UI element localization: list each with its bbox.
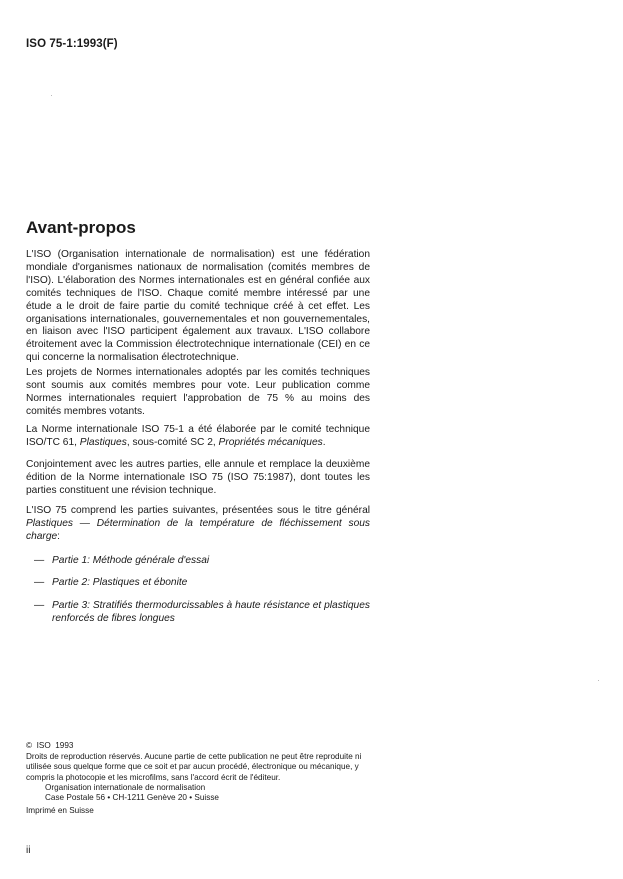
parts-intro-text: L'ISO 75 comprend les parties suivantes, présentées sous le titre général	[26, 505, 370, 516]
organization-name: Organisation internationale de normalisation	[45, 783, 206, 792]
organization-address: Case Postale 56 • CH-1211 Genève 20 • Suisse	[45, 793, 219, 803]
list-dash: —	[34, 577, 45, 588]
general-title: Plastiques — Détermination de la température de fléchissement sous charge	[26, 517, 370, 542]
document-identifier: ISO 75-1:1993(F)	[26, 38, 118, 50]
list-item	[26, 555, 376, 568]
part-1-title: Partie 1: Méthode générale d'essai	[52, 555, 210, 566]
list-item	[26, 600, 376, 626]
scan-speck	[51, 95, 52, 96]
printed-in: Imprimé en Suisse	[26, 806, 94, 815]
committee-name: Plastiques	[79, 436, 127, 448]
list-item	[26, 577, 376, 590]
paragraph-iso-intro: L'ISO (Organisation internationale de normalisation) est une fédération mondiale d'organismes nationaux de normalisation (comités membres de l'ISO). L'élaboration des Normes internationales est en général confiée aux comités techniques de l'ISO. Chaque comité membre intéressé par une étude a le droit de faire partie du comité technique créé à cet effet. Les organisations internationales, gouvernementales et non gouvernementales, en liaison avec l'ISO participent également aux travaux. L'ISO collabore étroitement avec la Commission électrotechnique internationale (CEI) en ce qui concerne la normalisation électrotechnique.	[26, 249, 370, 364]
period: .	[322, 436, 326, 448]
paragraph-committee	[26, 424, 370, 450]
copyright-notice: © ISO 1993	[26, 741, 74, 750]
colon: :	[57, 530, 60, 542]
rights-statement: Droits de reproduction réservés. Aucune partie de cette publication ne peut être reproduite ni utilisée sous quelque forme que ce soit et par aucun procédé, électronique ou mécanique, y compris la photocopie et les microfilms, sans l'accord écrit de l'éditeur.	[26, 752, 362, 782]
list-dash: —	[34, 555, 45, 566]
paragraph-parts-intro	[26, 505, 370, 544]
page-number: ii	[26, 845, 31, 856]
publisher-block	[26, 783, 395, 804]
part-3-title: Partie 3: Stratifiés thermodurcissables à haute résistance et plastiques renforcés de fibres longues	[52, 600, 370, 624]
committee-text: La Norme internationale ISO 75-1 a été élaborée par le comité technique ISO/TC 61,	[26, 424, 370, 448]
subcommittee-text: , sous-comité SC 2,	[126, 436, 219, 448]
section-title: Avant-propos	[26, 218, 136, 237]
part-2-title: Partie 2: Plastiques et ébonite	[52, 577, 188, 588]
paragraph-replacement: Conjointement avec les autres parties, elle annule et remplace la deuxième édition de la Norme internationale ISO 75 (ISO 75:1987), dont toutes les parties constituent une révision technique.	[26, 459, 370, 496]
scan-speck	[598, 680, 599, 681]
subcommittee-name: Propriétés mécaniques	[218, 436, 323, 448]
paragraph-draft-standards: Les projets de Normes internationales adoptés par les comités techniques sont soumis aux comités membres pour vote. Leur publication comme Normes internationales requiert l'approbation de 75 % au moins des comités membres votants.	[26, 367, 370, 417]
list-dash: —	[34, 600, 45, 611]
